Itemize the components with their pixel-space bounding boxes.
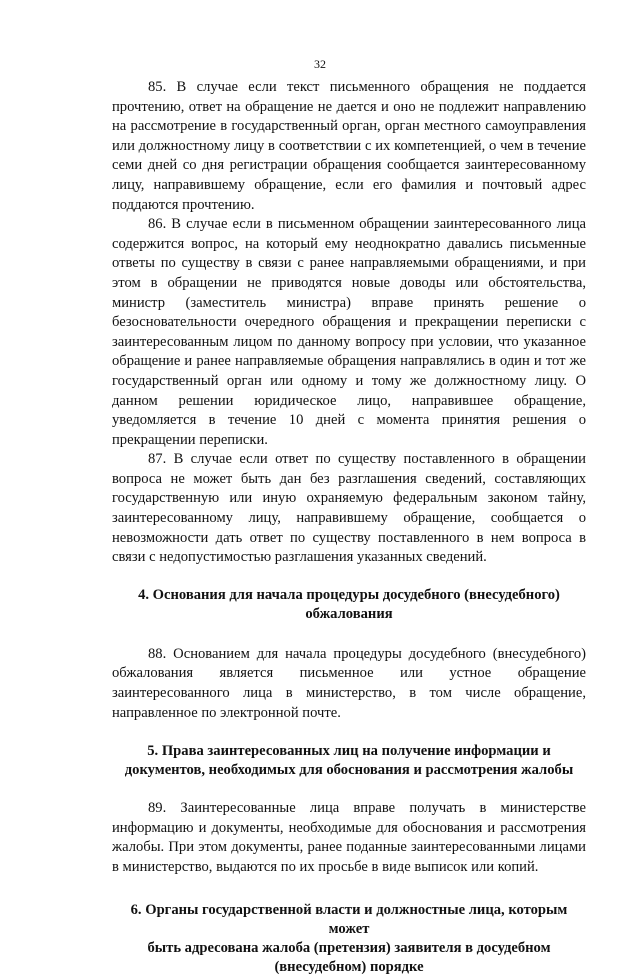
section-5-heading-line-1: 5. Права заинтересованных лиц на получение информации и [147,743,551,760]
section-5-heading-line-2: документов, необходимых для обоснования и рассмотрения жалобы [124,762,574,779]
paragraph-89: 89. Заинтересованные лица вправе получать в министерстве информацию и документы, необходимые для обоснования и рассмотрения жалобы. При этом документы, ранее поданные заинтересованными лицами в министерство, выдаются по их просьбе в виде выписок или копий. [112,800,586,875]
section-6-heading [112,901,586,977]
paragraph-88: 88. Основанием для начала процедуры досудебного (внесудебного) обжалования является письменное или устное обращение заинтересованного лица в министерство, в том числе обращение, направленное по электронной почте. [112,645,586,721]
section-6-heading-line-3: (внесудебном) порядке [274,958,424,975]
section-5-heading [112,742,586,780]
section-6-heading-line-1: 6. Органы государственной власти и должностные лица, которым может [130,901,568,937]
page-number: 32 [314,57,326,71]
document-body [112,78,586,977]
section-4-heading-line-2: обжалования [305,605,393,622]
section-6-heading-line-2: быть адресована жалоба (претензия) заявителя в досудебном [147,939,551,956]
section-4-heading-line-1: 4. Основания для начала процедуры досудебного (внесудебного) [138,586,560,603]
section-4-heading [112,586,586,624]
paragraph-87: 87. В случае если ответ по существу поставленного в обращении вопроса не может быть дан без разглашения сведений, составляющих государственную или иную охраняемую федеральным законом тайну, заинтересованному лицу, направившему обращение, сообщается о невозможности дать ответ по существу поставленного в нем вопроса в связи с недопустимостью разглашения указанных сведений. [112,451,586,566]
paragraph-85: 85. В случае если текст письменного обращения не поддается прочтению, ответ на обращение не дается и оно не подлежит направлению на рассмотрение в государственный орган, орган местного самоуправления или должностному лицу в соответствии с их компетенцией, о чем в течение семи дней со дня регистрации обращения сообщается заинтересованному лицу, направившему обращение, если его фамилия и почтовый адрес поддаются прочтению. [112,79,586,213]
paragraph-86: 86. В случае если в письменном обращении заинтересованного лица содержится вопрос, на который ему неоднократно давались письменные ответы по существу в связи с ранее направляемыми обращениями, и при этом в обращении не приводятся новые доводы или обстоятельства, министр (заместитель министра) вправе принять решение о безосновательности очередного обращения и прекращении переписки с заинтересованным лицом по данному вопросу при условии, что указанное обращение и ранее направляемые обращения направлялись в один и тот же государственный орган или одному и тому же должностному лицу. О данном решении юридическое лицо, направившее обращение, уведомляется в течение 10 дней с момента принятия решения о прекращении переписки. [112,216,586,448]
